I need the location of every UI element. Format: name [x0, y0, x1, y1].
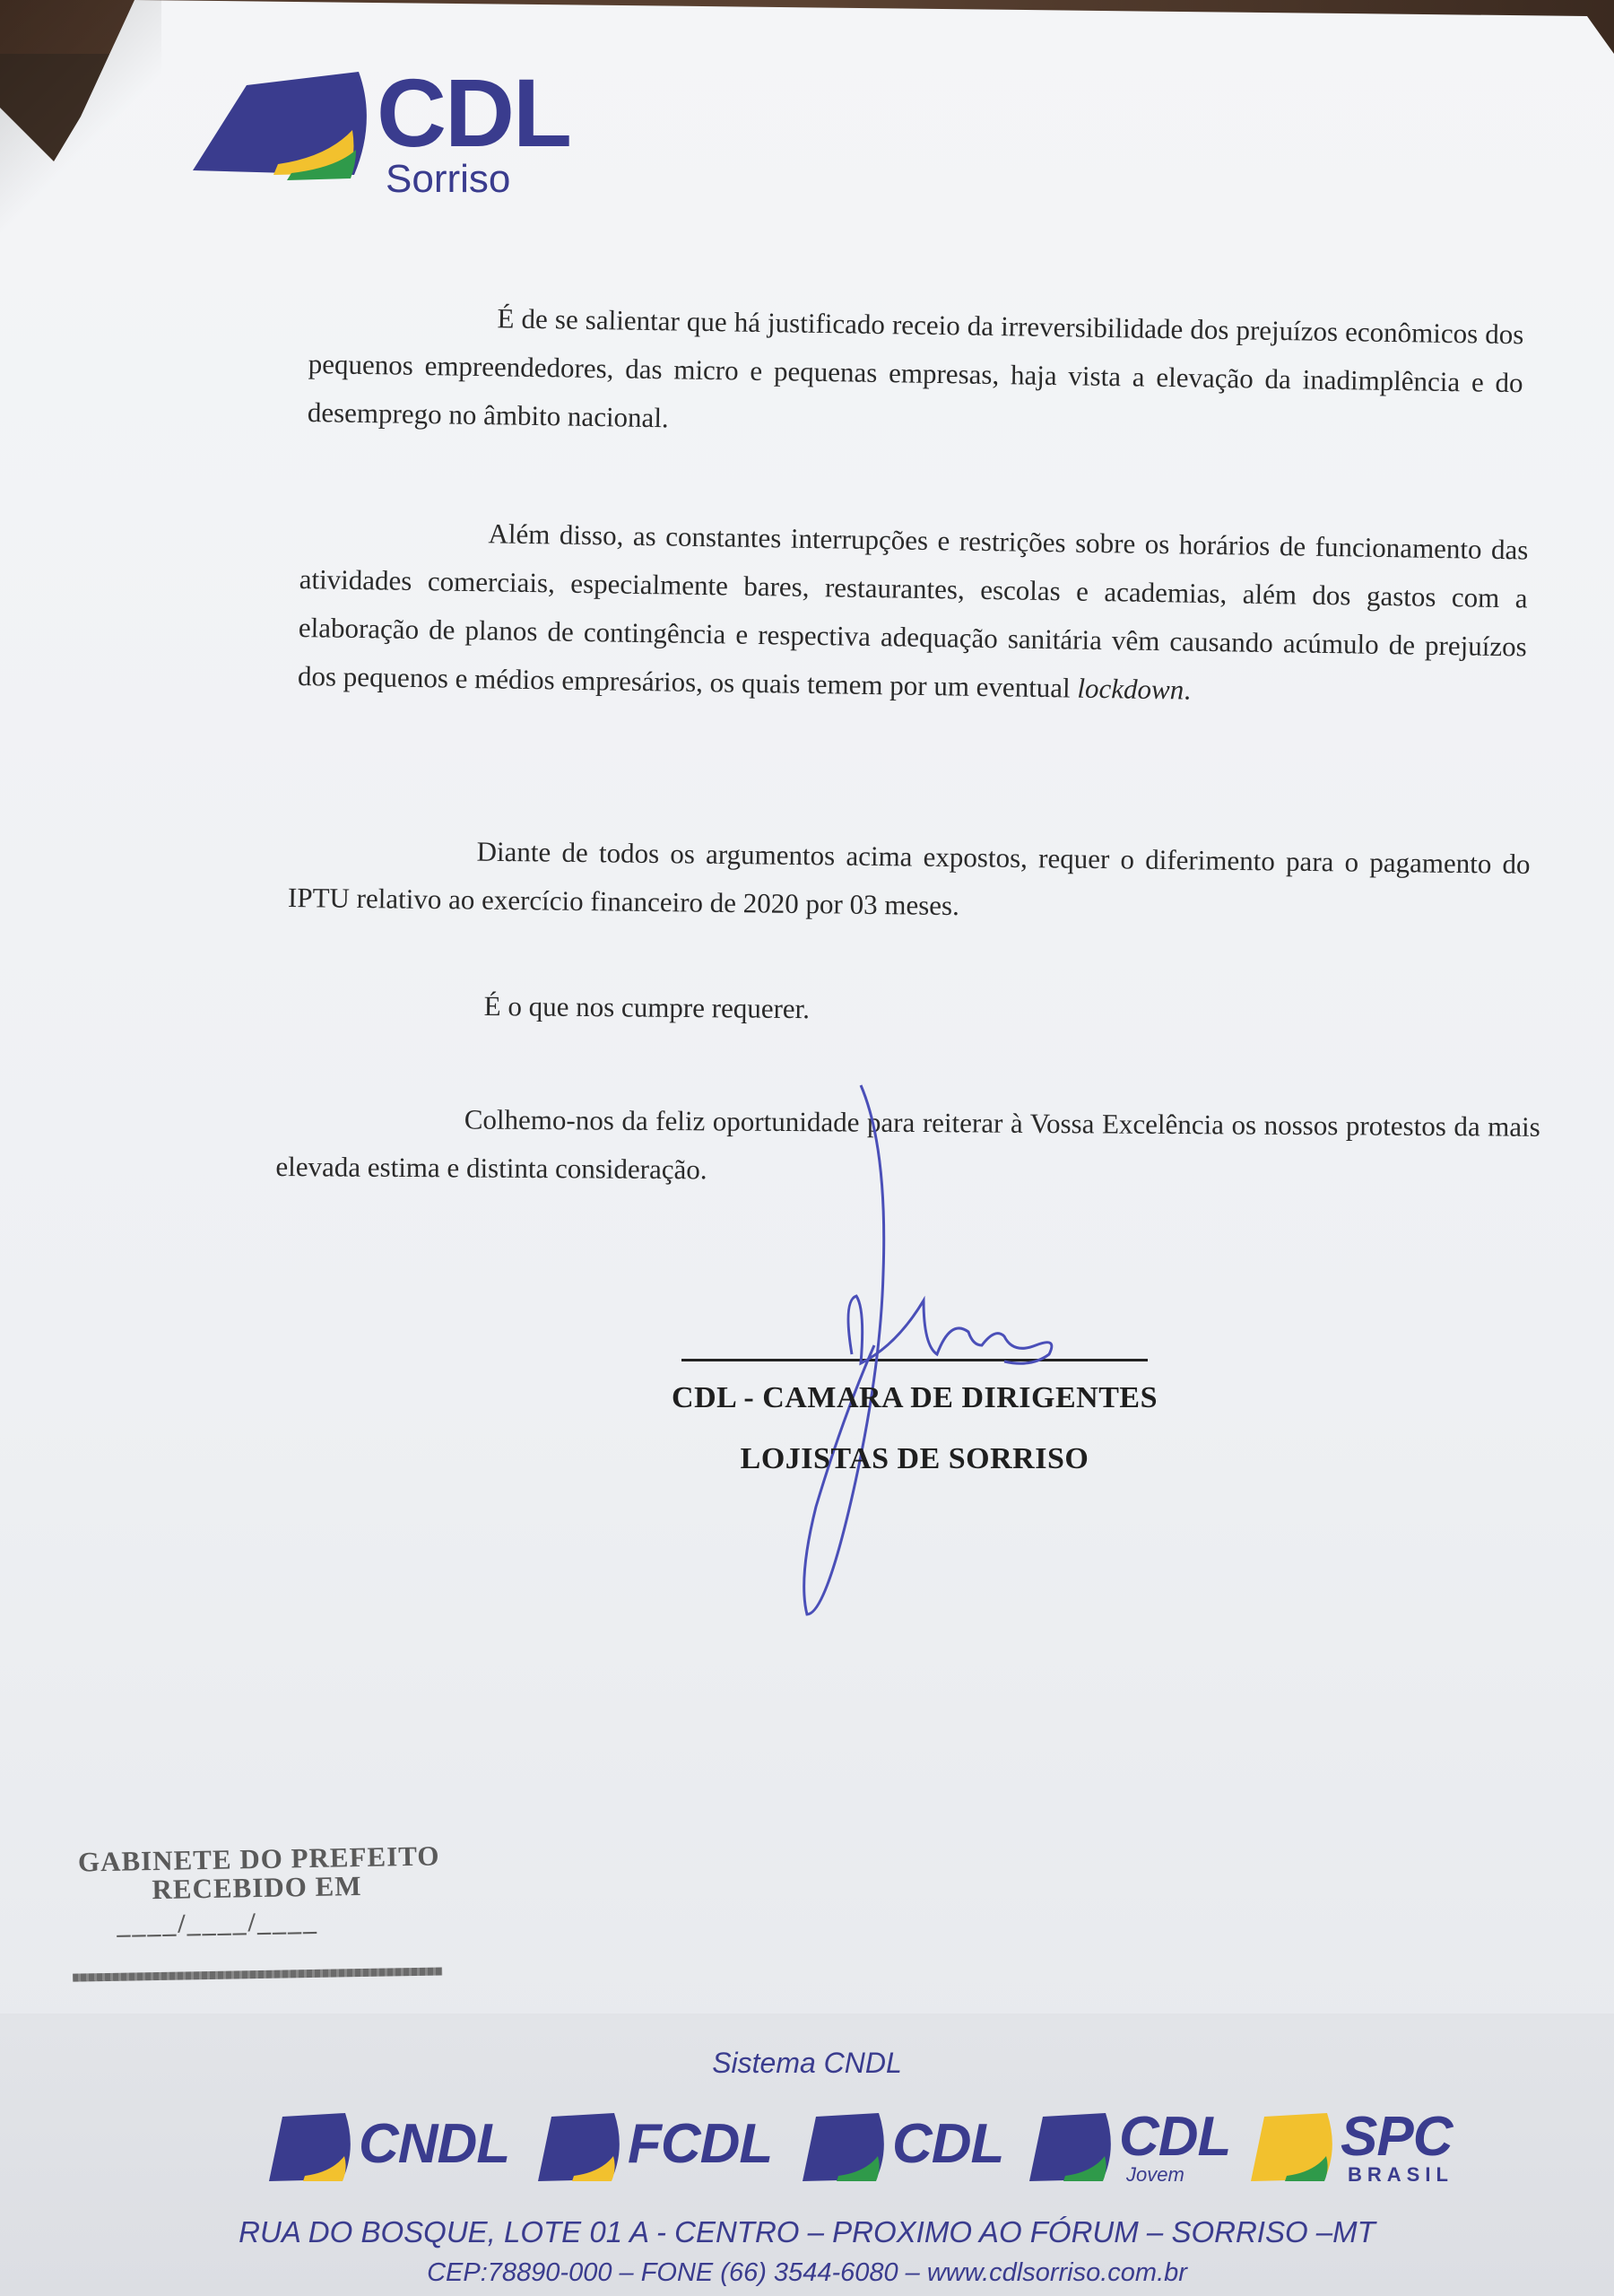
brand-name: CDL [892, 2113, 1004, 2175]
footer-brand-cdl [803, 2108, 1009, 2188]
cdl-jovem-logo-icon [1029, 2113, 1119, 2183]
paragraph-5-text: Colhemo-nos da feliz oportunidade para reiterar à Vossa Excelência os nossos protestos da mais elevada estima e distinta consideração. [275, 1103, 1540, 1186]
cndl-logo-icon [269, 2113, 359, 2183]
paragraph-1-text: É de se salientar que há justificado receio da irreversibilidade dos prejuízos econômicos dos pequenos empreendedores, das micro e pequenas empresas, haja vista a elevação da inadimplência e do desemprego no âmbito nacional. [307, 302, 1524, 434]
footer-contact: CEP:78890-000 – FONE (66) 3544-6080 – www.cdlsorriso.com.br [427, 2258, 1187, 2287]
footer-system-label: Sistema CNDL [712, 2047, 902, 2079]
paragraph-2-italic: lockdown [1077, 672, 1184, 706]
spc-logo-icon [1251, 2113, 1341, 2183]
paragraph-3-text: Diante de todos os argumentos acima expostos, requer o diferimento para o pagamento do IPTU relativo ao exercício financeiro de 2020 por 03 meses. [287, 835, 1531, 922]
paragraph-4: É o que nos cumpre requerer. [483, 989, 811, 1025]
signer-name-line-2: LOJISTAS DE SORRISO [740, 1442, 1089, 1475]
stamp-underline [73, 1967, 442, 1981]
footer-brand-fcdl [538, 2108, 771, 2188]
page-fold-shadow [0, 0, 161, 233]
stamp-received: RECEBIDO EM [152, 1870, 362, 1906]
footer-brand-cdl-jovem [1029, 2108, 1245, 2188]
footer-brand-spc [1251, 2106, 1453, 2188]
footer-brand-cndl [269, 2108, 510, 2188]
paragraph-1 [307, 291, 1523, 456]
paragraph-2-end: . [1183, 674, 1192, 706]
brand-name: FCDL [628, 2113, 773, 2175]
letterhead-brand: CDL [377, 58, 570, 167]
brand-subtitle: BRASIL [1348, 2163, 1453, 2186]
brand-name: CNDL [359, 2113, 510, 2175]
handwritten-signature [789, 1076, 1094, 1632]
paragraph-2 [298, 507, 1529, 719]
paragraph-2-text: Além disso, as constantes interrupções e restrições sobre os horários de funcionamento das atividades comerciais, especialmente bares, restaurantes, escolas e academias, além dos gastos com a elaboração de planos de contingência e respectiva adequação sanitária vêm causando acúmulo de prejuízos dos pequenos e médios empresários, os quais temem por um eventual [297, 517, 1529, 704]
brand-name: SPC [1341, 2106, 1453, 2168]
cdl-small-logo-icon [803, 2113, 892, 2183]
stamp-date-blank: ____/____/____ [116, 1906, 319, 1940]
fcdl-logo-icon [538, 2113, 628, 2183]
reception-stamp [71, 1839, 450, 1989]
paragraph-3 [288, 825, 1531, 937]
brand-name: CDL [1119, 2106, 1231, 2168]
signer-name-line-1: CDL - CAMARA DE DIRIGENTES [672, 1381, 1158, 1414]
stamp-office: GABINETE DO PREFEITO [77, 1839, 440, 1878]
footer-address: RUA DO BOSQUE, LOTE 01 A - CENTRO – PROXIMO AO FÓRUM – SORRISO –MT [239, 2215, 1375, 2248]
brand-subtitle: Jovem [1126, 2163, 1184, 2186]
letterhead-city: Sorriso [386, 157, 511, 201]
